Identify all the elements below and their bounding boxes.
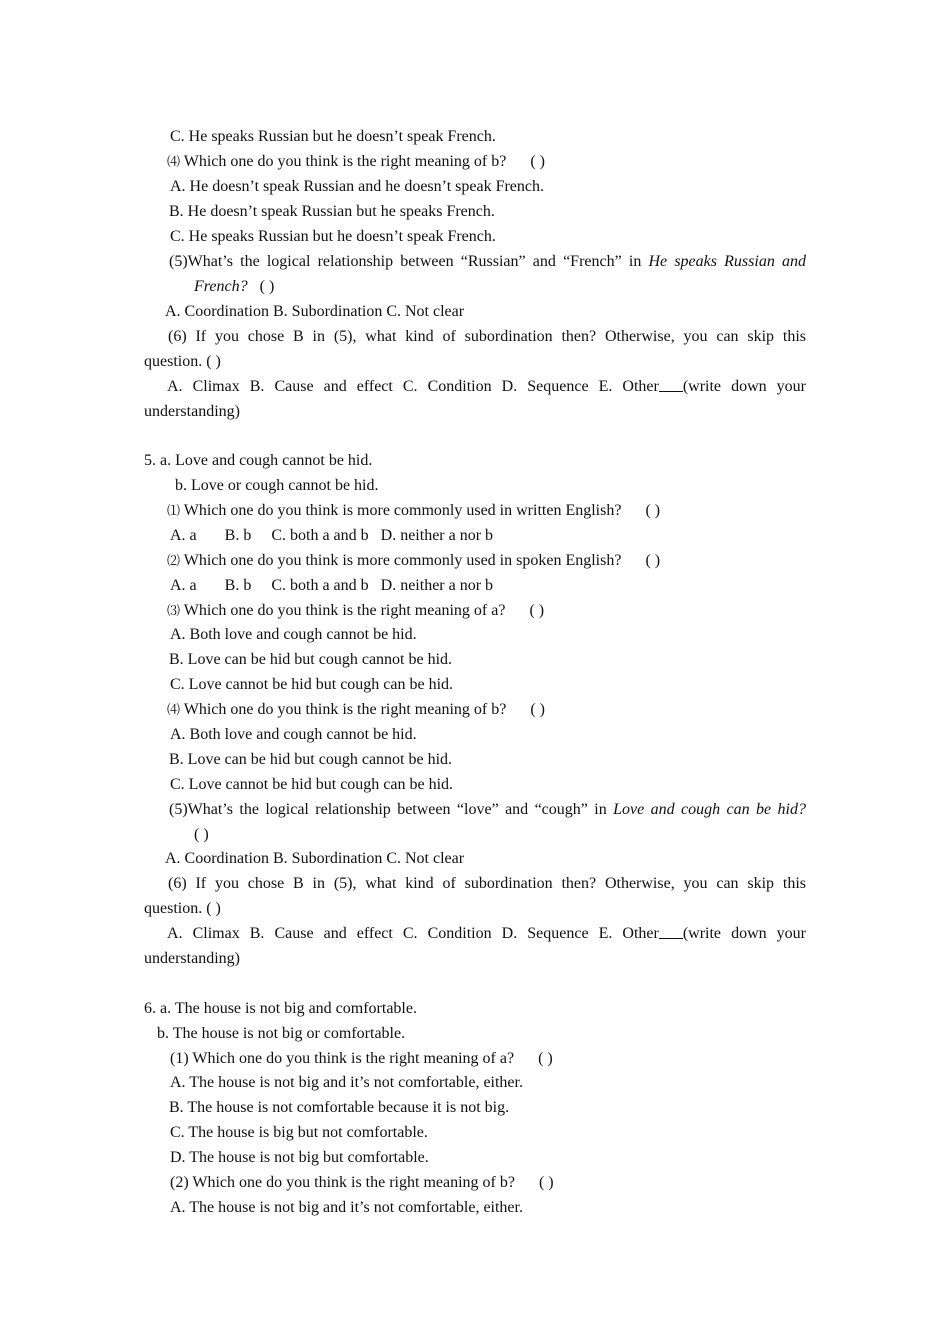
q4-sub6-options-text: A. Climax B. Cause and effect C. Condition D. Sequence E. Other — [167, 378, 659, 395]
q4-sub4-answer-blank: ( ) — [530, 153, 545, 170]
q5-sub6-options-tail: (write down your — [682, 925, 806, 942]
q5-sentence-b: b. Love or cough cannot be hid. — [175, 477, 379, 494]
q4-sub5-text: (5)What’s the logical relationship between “Russian” and “French” in — [169, 253, 642, 270]
q6-sub2-question — [170, 1170, 806, 1195]
q6-sub1-option-d: D. The house is not big but comfortable. — [170, 1149, 429, 1166]
q5-sub4-answer-blank: ( ) — [530, 701, 545, 718]
q5-sub3-option-a: A. Both love and cough cannot be hid. — [170, 626, 417, 643]
q4-sub5-answer-blank: ( ) — [259, 278, 275, 295]
q5-sub2-question — [167, 548, 806, 573]
q5-sub3-question — [167, 598, 806, 623]
q5-sub4-option-a: A. Both love and cough cannot be hid. — [170, 726, 417, 743]
q5-sub2-answer-blank: ( ) — [645, 552, 661, 569]
q6-sub2-answer-blank: ( ) — [538, 1174, 554, 1191]
q4-sub4-question — [167, 149, 806, 174]
q5-sub5-question — [169, 797, 806, 822]
q5-sub5-text: (5)What’s the logical relationship between “love” and “cough” in — [169, 801, 607, 818]
q5-sub3-number: ⑶ — [167, 603, 181, 618]
q6-sub1-text: (1) Which one do you think is the right meaning of a? — [170, 1050, 515, 1067]
q5-sub3-option-c: C. Love cannot be hid but cough can be hid. — [170, 676, 454, 693]
q5-sub4-question — [167, 697, 806, 722]
q5-sub2-number: ⑵ — [167, 553, 181, 568]
q5-sub5-sentence: Love and cough can be hid? — [613, 801, 807, 818]
q4-sub5-question — [169, 249, 806, 274]
q5-sub6-question: (6) If you chose B in (5), what kind of subordination then? Otherwise, you can skip this — [168, 875, 806, 892]
q5-sub3-option-b: B. Love can be hid but cough cannot be hid. — [169, 651, 453, 668]
q5-sub5-answer-blank: ( ) — [194, 826, 209, 843]
q4-sub4-option-a: A. He doesn’t speak Russian and he doesn’t speak French. — [170, 178, 544, 195]
q4-sub6-options-cont: understanding) — [144, 403, 240, 420]
q5-sub6-options-cont: understanding) — [144, 950, 240, 967]
q4-sub4-text: Which one do you think is the right meaning of b? — [180, 153, 507, 170]
q6-sentence-b: b. The house is not big or comfortable. — [157, 1025, 406, 1042]
q4-sub5-question-cont — [194, 274, 806, 299]
q4-sub4-option-c: C. He speaks Russian but he doesn’t speak French. — [170, 228, 496, 245]
q4-sub6-question: (6) If you chose B in (5), what kind of subordination then? Otherwise, you can skip this — [168, 328, 806, 345]
q6-sub1-option-c: C. The house is big but not comfortable. — [170, 1124, 428, 1141]
q5-sub4-option-b: B. Love can be hid but cough cannot be hid. — [169, 751, 453, 768]
q5-sub2-text: Which one do you think is more commonly used in spoken English? — [180, 552, 622, 569]
q5-sub1-question — [167, 498, 806, 523]
q5-sub5-options: A. Coordination B. Subordination C. Not clear — [165, 850, 465, 867]
q4-sub6-options — [167, 374, 806, 399]
q4-sub4-number: ⑷ — [167, 154, 181, 169]
q5-sub6-options — [167, 921, 806, 946]
q5-sub1-options: A. a B. b C. both a and b D. neither a nor b — [170, 527, 494, 544]
q4-sub6-other-blank — [659, 374, 683, 392]
q5-sub6-options-text: A. Climax B. Cause and effect C. Condition D. Sequence E. Other — [167, 925, 659, 942]
q4-sub6-options-tail: (write down your — [682, 378, 806, 395]
q6-sub1-option-a: A. The house is not big and it’s not comfortable, either. — [170, 1074, 523, 1091]
q6-sub1-question — [170, 1046, 806, 1071]
q4-sub5-options: A. Coordination B. Subordination C. Not clear — [165, 303, 465, 320]
q5-sub3-text: Which one do you think is the right meaning of a? — [180, 602, 506, 619]
q5-sub1-text: Which one do you think is more commonly used in written English? — [180, 502, 622, 519]
q5-sub6-other-blank — [659, 921, 683, 939]
q6-sub2-text: (2) Which one do you think is the right meaning of b? — [170, 1174, 515, 1191]
q4-sub5-sentence-cont: French? — [194, 278, 248, 295]
q6-sub1-answer-blank: ( ) — [538, 1050, 553, 1067]
q5-sub3-answer-blank: ( ) — [529, 602, 545, 619]
q6-sub2-option-a: A. The house is not big and it’s not comfortable, either. — [170, 1199, 523, 1216]
q4-sub6-question-cont: question. ( ) — [144, 353, 221, 370]
q5-sub4-text: Which one do you think is the right meaning of b? — [180, 701, 507, 718]
q6-sentence-a: 6. a. The house is not big and comfortable. — [144, 1000, 417, 1017]
q5-sub1-answer-blank: ( ) — [645, 502, 661, 519]
q5-sub6-question-cont: question. ( ) — [144, 900, 221, 917]
q4-sub3-option-c: C. He speaks Russian but he doesn’t speak French. — [170, 128, 496, 145]
q5-sub4-option-c: C. Love cannot be hid but cough can be hid. — [170, 776, 454, 793]
q4-sub4-option-b: B. He doesn’t speak Russian but he speaks French. — [169, 203, 495, 220]
q5-sub1-number: ⑴ — [167, 503, 181, 518]
q6-sub1-option-b: B. The house is not comfortable because it is not big. — [169, 1099, 510, 1116]
q5-sub4-number: ⑷ — [167, 702, 181, 717]
q5-sentence-a: 5. a. Love and cough cannot be hid. — [144, 452, 373, 469]
q5-sub2-options: A. a B. b C. both a and b D. neither a nor b — [170, 577, 494, 594]
q4-sub5-sentence: He speaks Russian and — [648, 253, 806, 270]
